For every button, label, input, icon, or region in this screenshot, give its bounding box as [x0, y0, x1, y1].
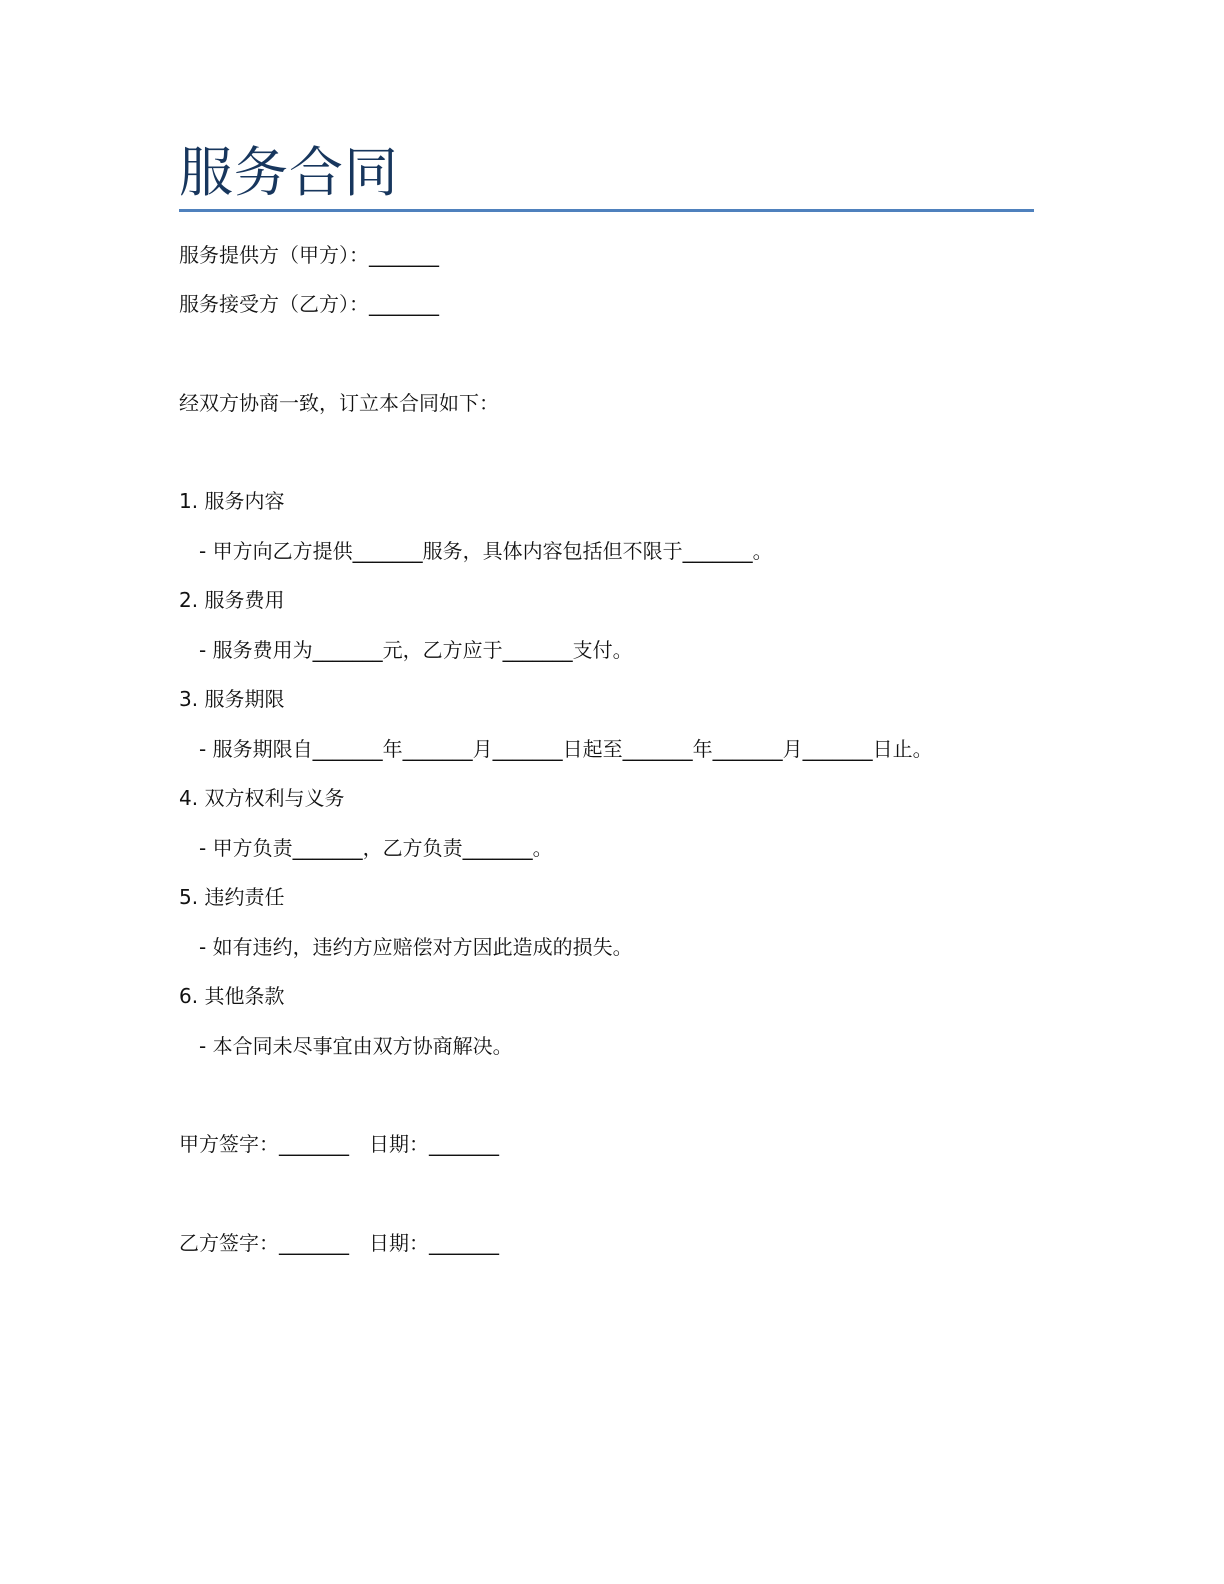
section-heading-4: 4. 双方权利与义务: [179, 786, 345, 810]
section-body-2: - 服务费用为_______元，乙方应于_______支付。: [199, 638, 633, 662]
section-heading-6: 6. 其他条款: [179, 984, 285, 1008]
signature-party-b: 乙方签字：_______ 日期：_______: [179, 1231, 499, 1255]
title-divider: [179, 209, 1034, 212]
page-title: 服务合同: [179, 141, 399, 204]
signature-party-a: 甲方签字：_______ 日期：_______: [179, 1132, 499, 1156]
section-heading-2: 2. 服务费用: [179, 588, 285, 612]
section-body-1: - 甲方向乙方提供_______服务，具体内容包括但不限于_______。: [199, 539, 773, 563]
section-heading-3: 3. 服务期限: [179, 687, 285, 711]
section-body-6: - 本合同未尽事宜由双方协商解决。: [199, 1034, 513, 1058]
party-a-field: 服务提供方（甲方）：_______: [179, 243, 439, 267]
section-heading-1: 1. 服务内容: [179, 489, 285, 513]
preamble: 经双方协商一致，订立本合同如下：: [179, 391, 499, 415]
section-body-3: - 服务期限自_______年_______月_______日起至_______年_______月_______日止。: [199, 737, 933, 761]
section-heading-5: 5. 违约责任: [179, 885, 285, 909]
section-body-4: - 甲方负责_______，乙方负责_______。: [199, 836, 553, 860]
section-body-5: - 如有违约，违约方应赔偿对方因此造成的损失。: [199, 935, 633, 959]
party-b-field: 服务接受方（乙方）：_______: [179, 292, 439, 316]
